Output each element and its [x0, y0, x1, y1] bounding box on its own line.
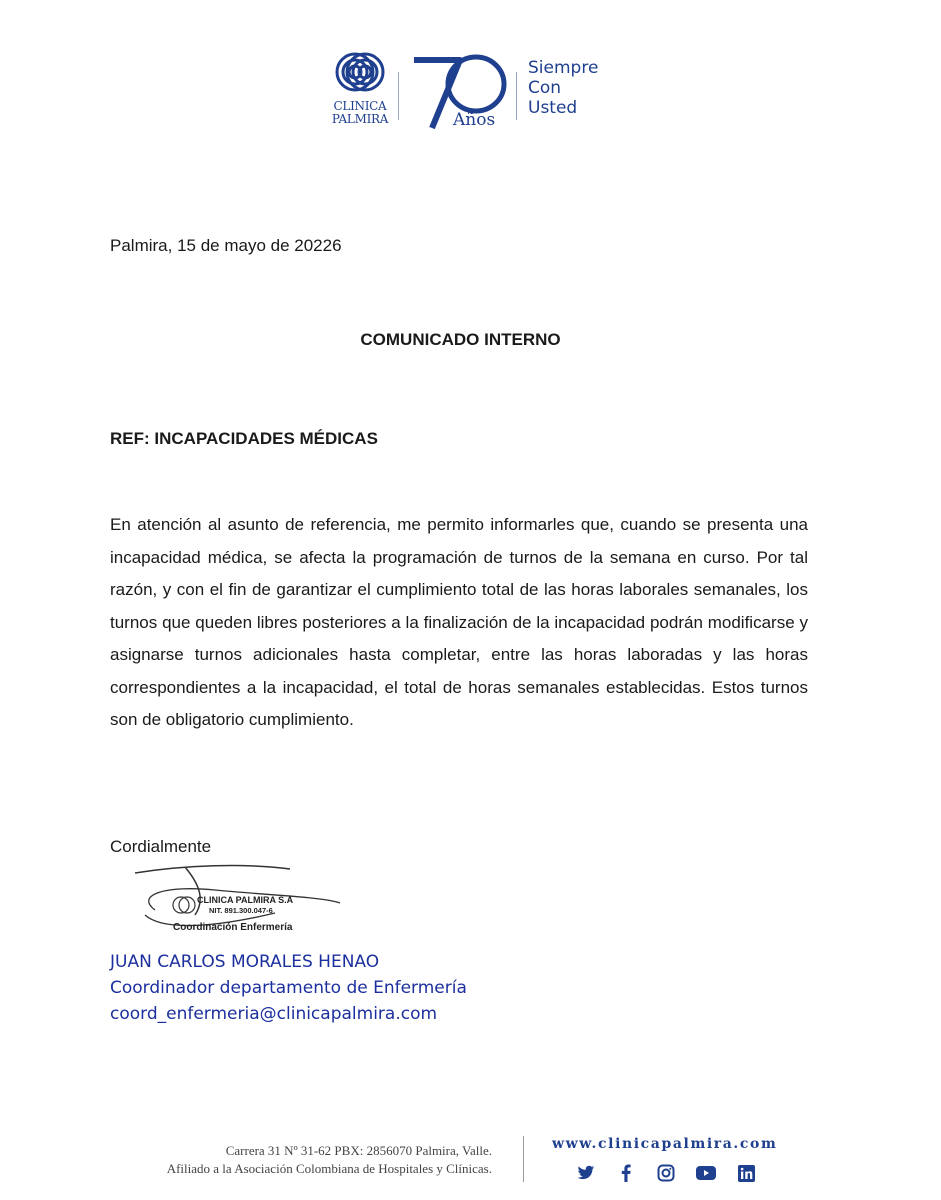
footer-address: Carrera 31 Nº 31-62 PBX: 2856070 Palmira, Valle.	[225, 1143, 492, 1158]
clinic-name-line1: CLINICA	[333, 99, 387, 113]
logo-divider	[398, 72, 399, 120]
reference-line: REF: INCAPACIDADES MÉDICAS	[110, 429, 378, 448]
linkedin-icon	[730, 1162, 762, 1184]
body-paragraph: En atención al asunto de referencia, me permito informarles que, cuando se presenta una incapacidad médica, se afecta la programación de turnos de la semana en curso. Por tal razón, y con el fin de garantizar el cumplimiento total de las horas laborales semanales, los turnos que queden libres posteriores a la finalización de la incapacidad podrán modificarse y asignarse turnos adicionales hasta completar, entre las horas laboradas y las horas correspondientes a la incapacidad, el total de horas semanales establecidas. Estos turnos son de obligatorio cumplimiento.	[110, 515, 808, 729]
signer-email: coord_enfermeria@clinicapalmira.com	[110, 1004, 438, 1024]
footer-affiliation: Afiliado a la Asociación Colombiana de Hospitales y Clínicas.	[166, 1161, 492, 1176]
place-date: Palmira, 15 de mayo de 20226	[110, 236, 342, 255]
signer-position: Coordinador departamento de Enfermería	[110, 978, 467, 998]
social-icons	[570, 1162, 770, 1184]
instagram-icon	[650, 1162, 682, 1184]
tagline-line2: Con	[528, 78, 562, 98]
twitter-icon	[570, 1162, 602, 1184]
youtube-icon	[690, 1162, 722, 1184]
signature-stamp	[125, 855, 355, 940]
clinic-logo	[330, 44, 610, 134]
tagline	[528, 58, 598, 118]
footer-website: www.clinicapalmira.com	[552, 1136, 778, 1152]
facebook-icon	[610, 1162, 642, 1184]
footer-divider	[523, 1136, 524, 1182]
clinic-name	[330, 100, 390, 126]
clinic-name-line2: PALMIRA	[331, 112, 389, 126]
stamp-line3: Coordinación Enfermería	[173, 922, 293, 933]
document-title	[0, 330, 941, 350]
anniversary-word: Años	[453, 110, 496, 130]
logo-divider-2	[516, 72, 517, 120]
stamp-line1: CLINICA PALMIRA S.A	[197, 895, 294, 905]
tagline-line3: Usted	[528, 98, 578, 118]
footer-contact	[167, 1142, 492, 1178]
signer-block	[110, 949, 467, 1027]
closing: Cordialmente	[110, 837, 212, 856]
document-title-text: COMUNICADO INTERNO	[360, 330, 561, 349]
signer-name: JUAN CARLOS MORALES HENAO	[110, 952, 380, 972]
tagline-line1: Siempre	[528, 58, 599, 78]
stamp-line2: NIT. 891.300.047-6	[209, 906, 273, 915]
